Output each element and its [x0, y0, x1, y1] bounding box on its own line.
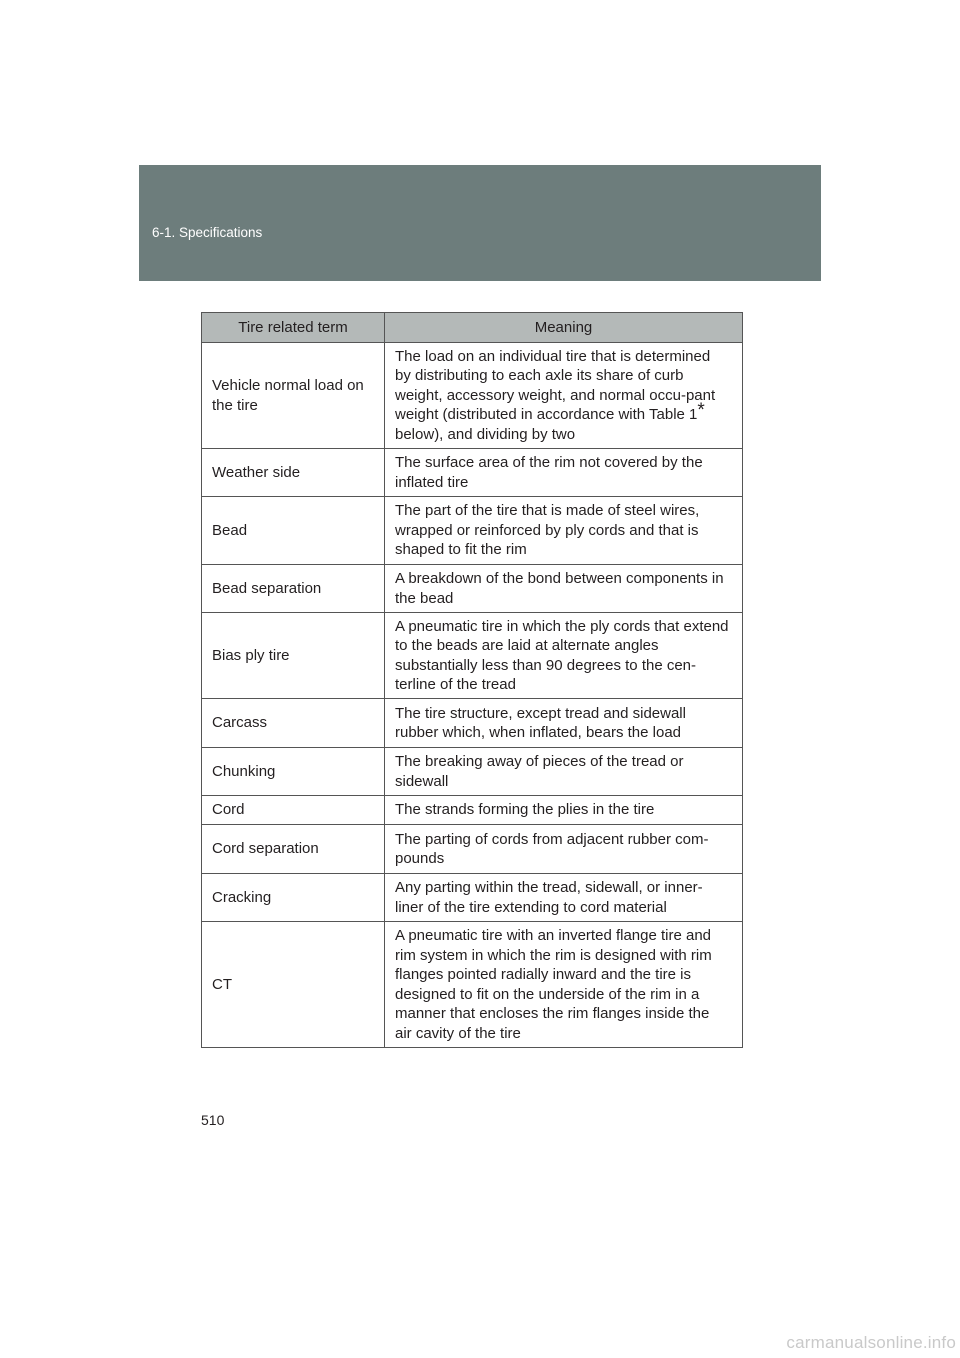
table-row: [202, 613, 743, 699]
section-label: 6-1. Specifications: [152, 225, 263, 240]
meaning-cell: A breakdown of the bond between components in the bead: [385, 565, 743, 613]
tire-terms-table: [201, 312, 743, 1048]
meaning-cell: Any parting within the tread, sidewall, or inner-liner of the tire extending to cord material: [385, 874, 743, 922]
meaning-text: The load on an individual tire that is determined by distributing to each axle its share of curb weight, accessory weight, and normal occu-pant weight (distributed in accordance with Table 1: [395, 347, 716, 424]
table-row: [202, 449, 743, 497]
table-row: [202, 748, 743, 796]
meaning-cell: The breaking away of pieces of the tread or sidewall: [385, 748, 743, 796]
meaning-cell: [385, 343, 743, 449]
meaning-cell: The tire structure, except tread and sidewall rubber which, when inflated, bears the load: [385, 699, 743, 748]
column-header-term: Tire related term: [202, 313, 385, 343]
term-cell: Cord: [202, 796, 385, 825]
table-row: [202, 565, 743, 613]
meaning-cell: The parting of cords from adjacent rubber com-pounds: [385, 825, 743, 874]
meaning-cell: A pneumatic tire in which the ply cords that extend to the beads are laid at alternate angles substantially less than 90 degrees to the cen-terline of the tread: [385, 613, 743, 699]
term-cell: Chunking: [202, 748, 385, 796]
column-header-meaning: Meaning: [385, 313, 743, 343]
table-header-row: [202, 313, 743, 343]
term-cell: CT: [202, 922, 385, 1048]
page-number: 510: [201, 1112, 225, 1128]
term-cell: Bead separation: [202, 565, 385, 613]
term-cell: Weather side: [202, 449, 385, 497]
term-cell: Carcass: [202, 699, 385, 748]
meaning-cell: The part of the tire that is made of steel wires, wrapped or reinforced by ply cords and that is shaped to fit the rim: [385, 497, 743, 565]
term-cell: Cord separation: [202, 825, 385, 874]
meaning-cell: A pneumatic tire with an inverted flange tire and rim system in which the rim is designed with rim flanges pointed radially inward and the tire is designed to fit on the underside of the rim in a manner that encloses the rim flanges inside the air cavity of the tire: [385, 922, 743, 1048]
table-row: [202, 874, 743, 922]
term-cell: Bias ply tire: [202, 613, 385, 699]
term-cell: Bead: [202, 497, 385, 565]
table-row: [202, 922, 743, 1048]
chapter-header-band: [139, 165, 821, 281]
meaning-cell: The strands forming the plies in the tire: [385, 796, 743, 825]
asterisk-mark: *: [697, 400, 705, 422]
meaning-cell: The surface area of the rim not covered by the inflated tire: [385, 449, 743, 497]
table-row: [202, 796, 743, 825]
term-cell: Cracking: [202, 874, 385, 922]
table-row: [202, 497, 743, 565]
table-row: [202, 343, 743, 449]
meaning-text-tail: below), and dividing by two: [395, 425, 576, 443]
term-cell: Vehicle normal load on the tire: [202, 343, 385, 449]
table-row: [202, 699, 743, 748]
table-row: [202, 825, 743, 874]
watermark: carmanualsonline.info: [786, 1333, 956, 1352]
